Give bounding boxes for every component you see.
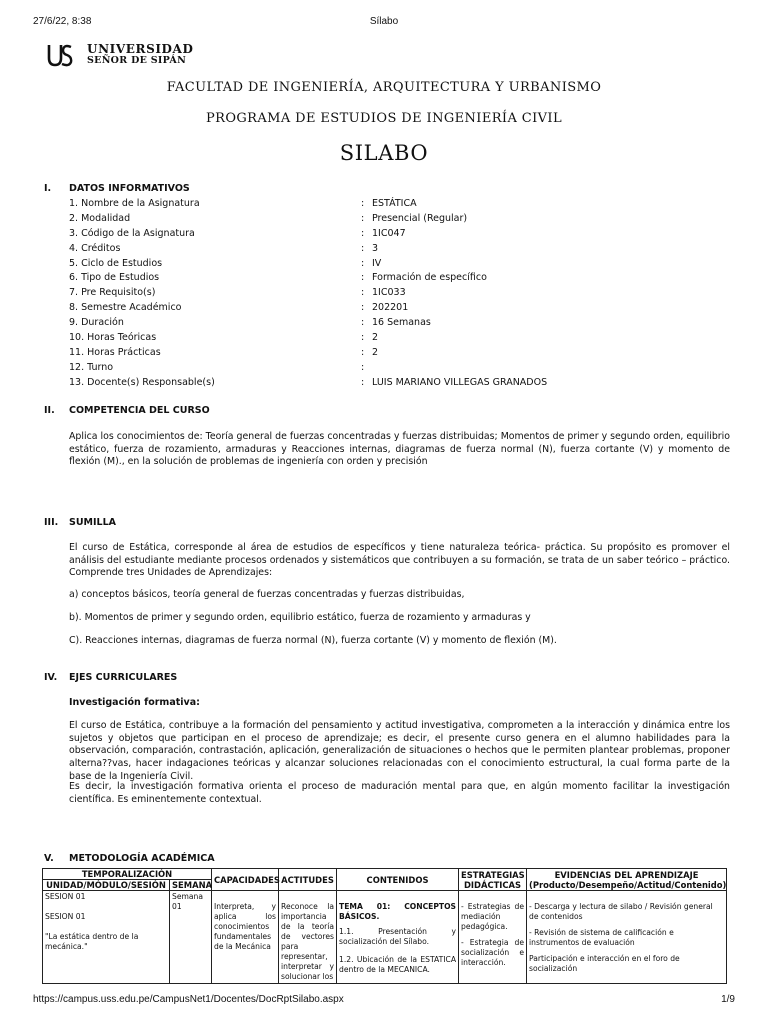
datos-value: 3: [372, 242, 379, 254]
cell-capacidades: [212, 891, 279, 984]
section-4-title: EJES CURRICULARES: [69, 672, 178, 683]
datos-colon: :: [361, 287, 365, 299]
page-number: 1/9: [721, 994, 735, 1005]
print-footer: [33, 994, 735, 1008]
faculty-title: FACULTAD DE INGENIERÍA, ARQUITECTURA Y URBANISMO: [166, 80, 602, 95]
header-semana: SEMANA: [170, 880, 212, 891]
section-1-number: I.: [44, 183, 52, 194]
cell-estrategias: [459, 891, 527, 984]
datos-label: 1. Nombre de la Asignatura: [69, 198, 200, 209]
section-5-number: V.: [44, 853, 54, 864]
datos-colon: :: [361, 361, 365, 373]
cell-semana: Semana 01: [170, 891, 212, 984]
contenidos-line: 1.2. Ubicación de la ESTATICA dentro de la MECANICA.: [339, 955, 457, 974]
sumilla-intro: El curso de Estática, corresponde al área de estudios de específicos y tiene naturaleza teórica- práctica. Su propósito es promover el análisis del estudiante mediante procesos ordenados y sistemáticos que contribuyen a su formación, se trata de un saber teórico – práctico. Comprende tres Unidades de Aprendizajes:: [69, 542, 730, 579]
table-header-row: [43, 869, 727, 880]
datos-row: [69, 347, 709, 362]
cell-evidencias: [527, 891, 727, 984]
table-row: [43, 891, 727, 984]
datos-colon: :: [361, 317, 365, 329]
header-capacidades: CAPACIDADES: [212, 869, 279, 891]
datos-colon: :: [361, 376, 365, 388]
datos-value: 2: [372, 332, 379, 344]
datos-value: 2: [372, 346, 379, 358]
capacidades-text: Interpreta, y aplica los conocimientos fundamentales de la Mecánica: [214, 902, 277, 951]
datos-row: [69, 302, 709, 317]
datos-value: 202201: [372, 302, 409, 314]
datos-label: 3. Código de la Asignatura: [69, 227, 195, 239]
print-datetime: 27/6/22, 8:38: [33, 16, 92, 27]
sumilla-item-b: b). Momentos de primer y segundo orden, equilibrio estático, fuerza de rozamiento y armaduras y: [69, 612, 531, 623]
datos-colon: :: [361, 332, 365, 344]
university-logo: [47, 42, 193, 68]
datos-colon: :: [361, 227, 365, 239]
section-1-title: DATOS INFORMATIVOS: [69, 183, 190, 194]
datos-informativos-list: [69, 198, 709, 392]
cell-contenidos: [337, 891, 459, 984]
print-title: Sílabo: [369, 16, 399, 27]
section-4-number: IV.: [44, 672, 58, 683]
datos-row: [69, 243, 709, 258]
logo-line-2: SEÑOR DE SIPÁN: [87, 55, 187, 66]
datos-colon: :: [361, 346, 365, 358]
sumilla-item-a: a) conceptos básicos, teoría general de fuerzas concentradas y fuerzas distribuidas,: [69, 589, 465, 600]
datos-label: 5. Ciclo de Estudios: [69, 257, 163, 269]
header-actitudes: ACTITUDES: [279, 869, 337, 891]
datos-label: 4. Créditos: [69, 242, 121, 254]
contenidos-line: 1.1. Presentación y socialización del Sílabo.: [339, 927, 457, 946]
cell-actitudes: [279, 891, 337, 984]
sumilla-item-c: C). Reacciones internas, diagramas de fuerza normal (N), fuerza cortante (V) y momento de flexión (M).: [69, 635, 557, 646]
datos-value: IV: [372, 257, 382, 269]
datos-label: 7. Pre Requisito(s): [69, 287, 156, 299]
datos-label: 2. Modalidad: [69, 212, 131, 224]
evidencias-line: - Revisión de sistema de calificación e instrumentos de evaluación: [529, 928, 674, 947]
datos-colon: :: [361, 198, 365, 209]
logo-words: [87, 44, 193, 66]
section-2-number: II.: [44, 405, 55, 416]
datos-row: [69, 287, 709, 302]
section-2-title: COMPETENCIA DEL CURSO: [69, 405, 210, 416]
cell-unidad: [43, 891, 170, 984]
datos-row: [69, 317, 709, 332]
print-header: [33, 16, 735, 30]
datos-row: [69, 362, 709, 377]
datos-value: LUIS MARIANO VILLEGAS GRANADOS: [372, 376, 548, 388]
document-title: SILABO: [339, 141, 429, 165]
datos-label: 12. Turno: [69, 361, 114, 373]
datos-colon: :: [361, 257, 365, 269]
datos-label: 6. Tipo de Estudios: [69, 272, 160, 284]
datos-row: [69, 272, 709, 287]
datos-label: 9. Duración: [69, 317, 124, 329]
ejes-paragraph-1: El curso de Estática, contribuye a la formación del pensamiento y actitud investigativa, comprometen a la interacción y dinámica entre los sujetos y objetos que participan en el proceso de aprendizaje; es decir, el presente curso genera en el alumno habilidades para la observación, comparación, contrastación, aplicación, generalización de situaciones o hechos que le permiten plantear problemas, proponer alterna??vas, hacer indagaciones teóricas y alcanzar soluciones relacionadas con el conocimiento estructural, la cual forma parte de la base de la Ingeniería Civil.: [69, 720, 730, 782]
datos-row: [69, 258, 709, 273]
competencia-text: Aplica los conocimientos de: Teoría general de fuerzas concentradas y fuerzas distribuidas; Momentos de primer y segundo orden, equilibrio estático, fuerza de rozamiento, armaduras y Reacciones internas, diagramas de fuerza normal (N), fuerza cortante (V) y momento de flexión (M)., en la solución de problemas de ingeniería con orden y precisión: [69, 431, 730, 468]
datos-value: 16 Semanas: [372, 317, 431, 329]
datos-row: [69, 213, 709, 228]
program-title: PROGRAMA DE ESTUDIOS DE INGENIERÍA CIVIL: [205, 111, 563, 126]
evidencias-line: Participación e interacción en el foro de socialización: [529, 954, 680, 973]
datos-row: [69, 332, 709, 347]
contenidos-title: TEMA 01: CONCEPTOS BÁSICOS.: [339, 902, 457, 921]
section-3-title: SUMILLA: [69, 517, 117, 528]
header-temporalizacion: TEMPORALIZACIÓN: [43, 869, 212, 880]
print-url: https://campus.uss.edu.pe/CampusNet1/Docentes/DocRptSilabo.aspx: [33, 994, 344, 1005]
ejes-paragraph-2: Es decir, la investigación formativa orienta el proceso de maduración mental para que, en algún momento facilitar la investigación científica. Es eminentemente contextual.: [69, 781, 730, 805]
datos-colon: :: [361, 272, 365, 284]
datos-value: 1IC033: [372, 287, 406, 299]
datos-value: Formación de específico: [372, 272, 487, 284]
datos-value: Presencial (Regular): [372, 212, 468, 224]
datos-colon: :: [361, 302, 365, 314]
unidad-line: "La estática dentro de la mecánica.": [45, 932, 139, 951]
section-3-number: III.: [44, 517, 59, 528]
header-evidencias: EVIDENCIAS DEL APRENDIZAJE (Producto/Desempeño/Actitud/Contenido): [527, 869, 727, 891]
datos-row: [69, 198, 709, 213]
evidencias-line: - Descarga y lectura de silabo / Revisión general de contenidos: [529, 902, 713, 921]
actitudes-text: Reconoce la importancia de la teoría de vectores para representar, interpretar y solucionar los: [281, 902, 335, 981]
metodologia-table: [42, 868, 727, 984]
datos-label: 10. Horas Teóricas: [69, 332, 157, 344]
header-estrategias: ESTRATEGIAS DIDÁCTICAS: [459, 869, 527, 891]
unidad-line: SESION 01: [45, 912, 86, 921]
datos-row: [69, 228, 709, 243]
header-contenidos: CONTENIDOS: [337, 869, 459, 891]
datos-value: 1IC047: [372, 227, 406, 239]
datos-value: ESTÁTICA: [372, 198, 417, 209]
estrategias-line: - Estrategias de mediación pedagógica.: [461, 902, 525, 931]
datos-colon: :: [361, 242, 365, 254]
logo-line-1: UNIVERSIDAD: [87, 42, 194, 56]
estrategias-line: - Estrategia de socialización e interacción.: [461, 938, 525, 967]
datos-label: 8. Semestre Académico: [69, 302, 182, 314]
datos-label: 11. Horas Prácticas: [69, 346, 161, 358]
datos-label: 13. Docente(s) Responsable(s): [69, 376, 215, 388]
unidad-line: SESION 01: [45, 892, 86, 901]
uss-logo-mark: [47, 42, 73, 68]
investigacion-formativa-subtitle: Investigación formativa:: [69, 697, 200, 708]
datos-colon: :: [361, 212, 365, 224]
section-5-title: METODOLOGÍA ACADÉMICA: [69, 853, 215, 864]
header-unidad: UNIDAD/MÓDULO/SESIÓN: [43, 880, 170, 891]
datos-row: [69, 377, 709, 392]
